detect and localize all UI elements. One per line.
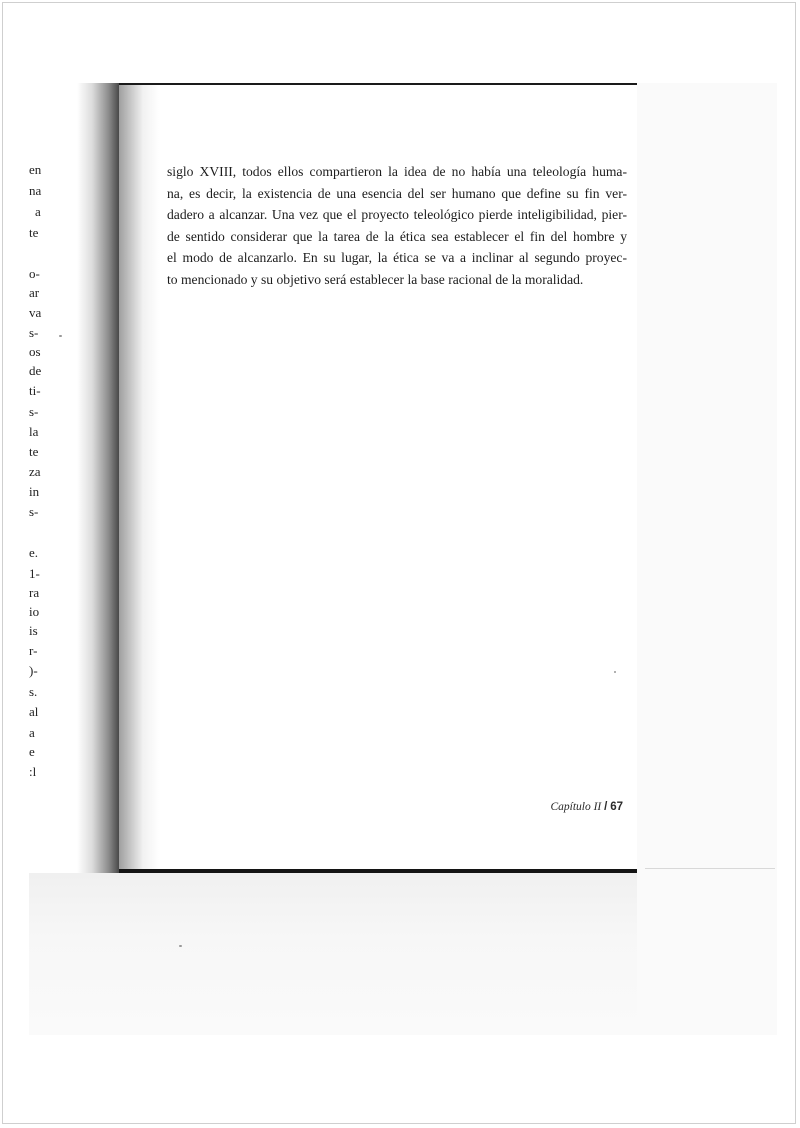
left-margin-fragment: e xyxy=(29,744,35,759)
left-margin-fragment: 1- xyxy=(29,566,40,581)
body-line: to mencionado y su objetivo será establecer la base racional de la moralidad. xyxy=(167,271,584,287)
scan-edge-line xyxy=(645,868,775,869)
page-number: 67 xyxy=(610,801,623,813)
left-margin-fragment: ra xyxy=(29,585,40,600)
left-margin-fragment: s- xyxy=(29,325,39,340)
document-frame xyxy=(2,2,796,1124)
left-margin-fragment: r- xyxy=(29,643,38,658)
left-margin-fragment: is xyxy=(29,623,38,638)
left-margin-fragment: ti- xyxy=(29,383,41,398)
left-margin-fragment: s. xyxy=(29,684,38,699)
scan-speck xyxy=(179,945,182,947)
chapter-label: Capítulo II xyxy=(550,801,602,813)
left-margin-fragment: za xyxy=(29,464,41,479)
body-paragraph xyxy=(167,161,627,290)
right-page xyxy=(119,83,637,873)
body-line: el modo de alcanzarlo. En su lugar, la ética se va a inclinar al segundo proyec- xyxy=(167,250,627,265)
left-margin-fragment: in xyxy=(29,484,40,499)
scan-speck xyxy=(614,671,616,673)
left-margin-fragment: :l xyxy=(29,764,37,779)
left-margin-fragment: s- xyxy=(29,404,39,419)
left-margin-fragment: va xyxy=(29,305,42,320)
left-margin-fragment: na xyxy=(29,183,42,198)
body-line: siglo XVIII, todos ellos compartieron la idea de no había una teleología huma- xyxy=(167,164,627,179)
left-margin-fragment: al xyxy=(29,704,39,719)
left-margin-fragment: os xyxy=(29,344,41,359)
left-margin-fragment: s- xyxy=(29,504,39,519)
left-margin-fragment: te xyxy=(29,444,39,459)
left-margin-fragment: a xyxy=(29,725,35,740)
left-margin-fragment: a xyxy=(35,204,41,219)
body-line: de sentido considerar que la tarea de la ética sea establecer el fin del hombre y xyxy=(167,228,627,244)
scan-speck xyxy=(59,335,62,337)
left-margin-fragment: e. xyxy=(29,545,39,560)
footer-separator: / xyxy=(604,801,608,813)
left-margin-fragment: te xyxy=(29,225,39,240)
body-line: dadero a alcanzar. Una vez que el proyecto teleológico pierde inteligibilidad, pier- xyxy=(167,207,627,222)
left-margin-fragment: )- xyxy=(29,663,38,678)
right-scan-margin xyxy=(637,83,777,1035)
left-margin-fragment: de xyxy=(29,363,42,378)
page-footer xyxy=(550,801,623,813)
left-margin-fragment: en xyxy=(29,162,42,177)
left-margin-fragment: ar xyxy=(29,285,40,300)
page-curl-shadow xyxy=(119,85,159,869)
left-margin-fragment: la xyxy=(29,424,39,439)
scanned-spread xyxy=(29,83,777,1035)
left-margin-fragment: o- xyxy=(29,266,40,281)
body-line: na, es decir, la existencia de una esencia del ser humano que define su fin ver- xyxy=(167,185,627,201)
left-margin-fragment: io xyxy=(29,604,40,619)
